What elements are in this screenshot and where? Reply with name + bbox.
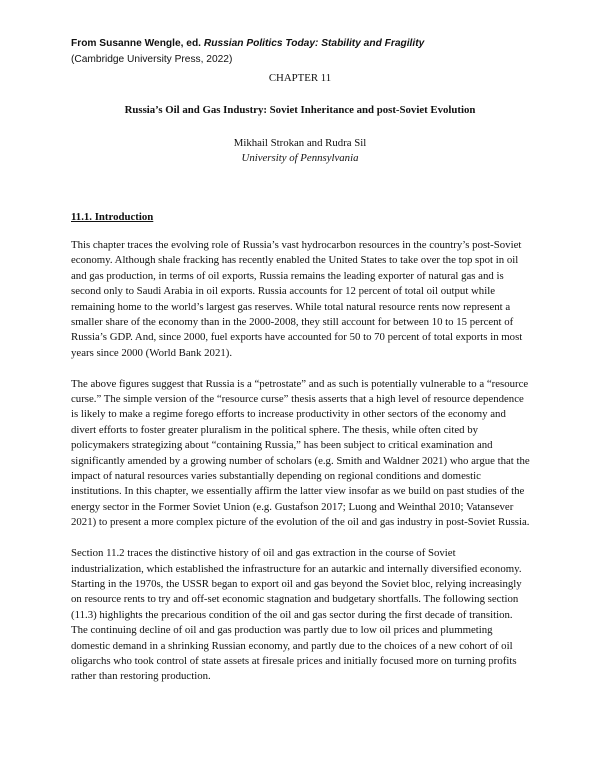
book-title: Russian Politics Today: Stability and Fragility bbox=[203, 38, 425, 49]
section-heading: 11.1. Introduction bbox=[71, 211, 154, 223]
citation-line bbox=[71, 36, 551, 52]
body-text bbox=[71, 238, 531, 700]
paragraph: The above figures suggest that Russia is a “petrostate” and as such is potentially vulnerable to a “resource curse.” The simple version of the “resource curse” thesis asserts that a high level of resource dependence is likely to make a regime forego efforts to increase productivity in other sectors of the economy and divert efforts to foster greater pluralism in the political sphere. The thesis, while often cited by policymakers strategizing about “containing Russia,” has been subject to critical examination and significantly amended by a growing number of scholars (e.g. Smith and Waldner 2021) who argue that the impact of natural resources varies substantially depending on regional conditions and domestic institutions. In this chapter, we essentially affirm the latter view insofar as we build on past studies of the energy sector in the Former Soviet Union (e.g. Gustafson 2017; Luong and Weinthal 2010; Vatansever 2021) to present a more complex picture of the evolution of the oil and gas industry in post-Soviet Russia. bbox=[71, 377, 530, 529]
publisher-line: (Cambridge University Press, 2022) bbox=[71, 54, 233, 65]
citation-prefix: From Susanne Wengle, ed. bbox=[71, 38, 202, 49]
source-citation bbox=[71, 36, 551, 68]
chapter-label: CHAPTER 11 bbox=[268, 72, 332, 84]
chapter-title: Russia’s Oil and Gas Industry: Soviet Inheritance and post-Soviet Evolution bbox=[124, 104, 476, 116]
author-affiliation: University of Pennsylvania bbox=[241, 152, 359, 164]
author-block bbox=[0, 136, 600, 166]
paragraph: This chapter traces the evolving role of Russia’s vast hydrocarbon resources in the country’s post-Soviet economy. Although shale fracking has recently enabled the United States to take over the top spot in oil and gas production, in terms of oil exports, Russia remains the leading exporter of natural gas and is second only to Saudi Arabia in oil exports. Russia accounts for 12 percent of total oil output while remaining home to the world’s largest gas reserves. While total natural resource rents now represent a smaller share of the economy than in the 2000-2008, they still account for between 10 to 15 percent of Russia’s GDP. And, since 2000, fuel exports have accounted for 50 to 70 percent of total exports in most years since 2000 (World Bank 2021). bbox=[71, 239, 523, 359]
author-names: Mikhail Strokan and Rudra Sil bbox=[233, 137, 367, 149]
paragraph: Section 11.2 traces the distinctive history of oil and gas extraction in the course of Soviet industrialization, which established the infrastructure for an autarkic and internally diversified economy. Starting in the 1970s, the USSR began to export oil and gas beyond the Soviet bloc, relying increasingly on resource rents to try and off-set economic stagnation and budgetary shortfalls. The following section (11.3) highlights the precarious condition of the oil and gas sector during the first decade of transition. The continuing decline of oil and gas production was partly due to low oil prices and plummeting domestic demand in a shrinking Russian economy, and partly due to the choices of a new cohort of oil oligarchs who took control of state assets at firesale prices and initially focused more on turning profits rather than restoring production. bbox=[71, 547, 522, 683]
